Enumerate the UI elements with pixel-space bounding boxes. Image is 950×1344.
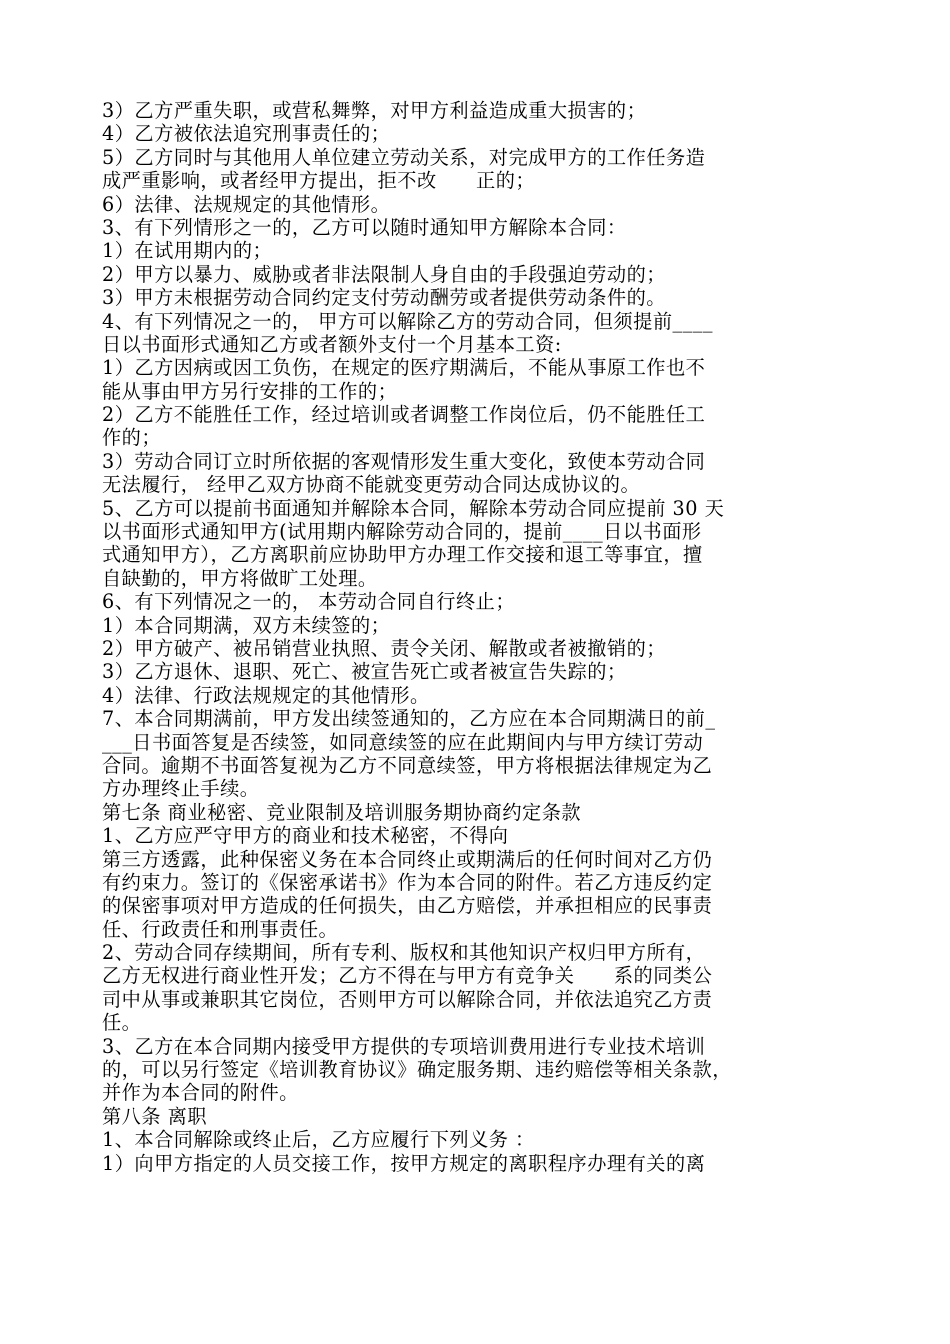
text-line: 7、本合同期满前，甲方发出续签通知的，乙方应在本合同期满日的前_ [102, 707, 716, 731]
text-line: 2）甲方以暴力、威胁或者非法限制人身自由的手段强迫劳动的； [102, 262, 666, 286]
text-line: 式通知甲方），乙方离职前应协助甲方办理工作交接和退工等事宜，擅 [102, 543, 703, 567]
text-line: 4）乙方被依法追究刑事责任的； [102, 122, 391, 146]
text-line: 方办理终止手续。 [102, 777, 260, 801]
text-line: 3、有下列情形之一的，乙方可以随时通知甲方解除本合同： [102, 215, 627, 239]
text-line: 日以书面形式通知乙方或者额外支付一个月基本工资: [102, 332, 562, 356]
text-line: 能从事由甲方另行安排的工作的； [102, 379, 398, 403]
text-line: 4、有下列情况之一的， 甲方可以解除乙方的劳动合同，但须提前____ [102, 309, 713, 333]
text-line: 1、本合同解除或终止后，乙方应履行下列义务 ： [102, 1128, 535, 1152]
text-line: 5）乙方同时与其他用人单位建立劳动关系，对完成甲方的工作任务造 [102, 145, 706, 169]
text-line: 1）在试用期内的； [102, 239, 273, 263]
text-line: 乙方无权进行商业性开发；乙方不得在与甲方有竞争关 系的同类公 [102, 964, 713, 988]
document-body [102, 99, 854, 1175]
text-line: 5、乙方可以提前书面通知并解除本合同，解除本劳动合同应提前 30 天 [102, 496, 725, 520]
text-line: 任、行政责任和刑事责任。 [102, 917, 339, 941]
text-line: 3）乙方严重失职，或营私舞弊，对甲方利益造成重大损害的； [102, 99, 647, 122]
text-line: 自缺勤的，甲方将做旷工处理。 [102, 566, 378, 590]
text-line: 任。 [102, 1011, 142, 1035]
text-line: 1）乙方因病或因工负伤，在规定的医疗期满后，不能从事原工作也不 [102, 356, 706, 380]
text-line: 的保密事项对甲方造成的任何损失，由乙方赔偿，并承担相应的民事责 [102, 894, 713, 918]
text-line: 3）乙方退休、退职、死亡、被宣告死亡或者被宣告失踪的； [102, 660, 627, 684]
text-line: 6）法律、法规规定的其他情形。 [102, 192, 391, 216]
text-line: 2）甲方破产、被吊销营业执照、责令关闭、解散或者被撤销的； [102, 636, 666, 660]
text-line: 2、劳动合同存续期间，所有专利、版权和其他知识产权归甲方所有， [102, 941, 706, 965]
text-line: 司中从事或兼职其它岗位，否则甲方可以解除合同，并依法追究乙方责 [102, 987, 713, 1011]
text-line: 6、有下列情况之一的， 本劳动合同自行终止； [102, 590, 516, 614]
text-line: 合同。逾期不书面答复视为乙方不同意续签，甲方将根据法律规定为乙 [102, 753, 713, 777]
text-line: 第八条 离职 [102, 1104, 208, 1128]
text-line: 3）劳动合同订立时所依据的客观情形发生重大变化，致使本劳动合同 [102, 449, 706, 473]
text-line: 3、乙方在本合同期内接受甲方提供的专项培训费用进行专业技术培训 [102, 1034, 706, 1058]
text-line: 有约束力。签订的《保密承诺书》作为本合同的附件。若乙方违反约定 [102, 870, 713, 894]
text-line: 第七条 商业秘密、竞业限制及培训服务期协商约定条款 [102, 800, 582, 824]
text-line: 的，可以另行签定《培训教育协议》确定服务期、违约赔偿等相关条款， [102, 1058, 732, 1082]
text-line: 成严重影响，或者经甲方提出，拒不改 正的； [102, 169, 536, 193]
text-line: 并作为本合同的附件。 [102, 1081, 299, 1105]
text-line: 3）甲方未根据劳动合同约定支付劳动酬劳或者提供劳动条件的。 [102, 286, 666, 310]
text-line: 4）法律、行政法规规定的其他情形。 [102, 683, 430, 707]
text-line: 作的； [102, 426, 162, 450]
text-line: 1）向甲方指定的人员交接工作，按甲方规定的离职程序办理有关的离 [102, 1151, 706, 1175]
text-line: 2）乙方不能胜任工作，经过培训或者调整工作岗位后，仍不能胜任工 [102, 403, 706, 427]
text-line: 无法履行， 经甲乙双方协商不能就变更劳动合同达成协议的。 [102, 473, 641, 497]
text-line: 第三方透露，此种保密义务在本合同终止或期满后的任何时间对乙方仍 [102, 847, 713, 871]
text-line: 1、乙方应严守甲方的商业和技术秘密，不得向 [102, 824, 509, 848]
text-line: ___日书面答复是否续签，如同意续签的应在此期间内与甲方续订劳动 [102, 730, 704, 754]
text-line: 以书面形式通知甲方(试用期内解除劳动合同的，提前____日以书面形 [102, 520, 702, 544]
text-line: 1）本合同期满，双方未续签的； [102, 613, 391, 637]
